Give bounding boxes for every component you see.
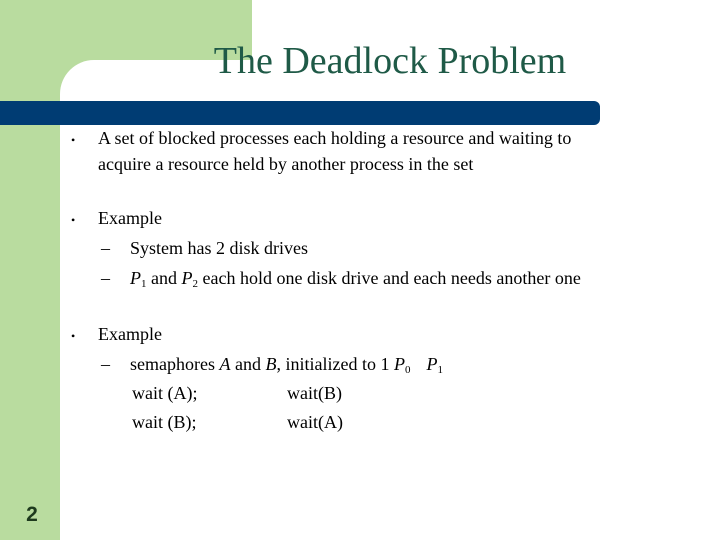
process-symbol: P xyxy=(426,354,438,374)
process-symbol: P xyxy=(393,354,405,374)
bullet-2-label: Example xyxy=(98,208,162,228)
process-symbol: P xyxy=(181,268,193,288)
title-underline-bar xyxy=(0,101,600,125)
slide-title: The Deadlock Problem xyxy=(213,40,567,82)
text-fragment: and xyxy=(146,268,182,288)
sub-dash: – xyxy=(101,268,110,288)
subscript: 1 xyxy=(141,278,147,290)
bullet-dot-2: • xyxy=(71,213,76,227)
semaphore-a: A xyxy=(219,354,231,374)
code-p1-line-2: wait(A) xyxy=(287,412,343,432)
subscript: 0 xyxy=(404,364,411,376)
bullet-3-label: Example xyxy=(98,324,162,344)
code-p0-line-2: wait (B); xyxy=(132,412,197,432)
semaphore-b: B xyxy=(265,354,277,374)
code-p1-line-1: wait(B) xyxy=(287,383,342,403)
process-symbol: P xyxy=(130,268,141,288)
code-p0-line-1: wait (A); xyxy=(132,383,198,403)
bullet-dot-1: • xyxy=(71,133,76,147)
text-fragment: and xyxy=(230,354,266,374)
slide-number: 2 xyxy=(26,503,38,526)
text-fragment: each hold one disk drive and each needs another one xyxy=(198,268,581,288)
text-fragment: semaphores xyxy=(130,354,220,374)
subscript: 1 xyxy=(437,364,443,376)
bullet-dot-3: • xyxy=(71,329,76,343)
bullet-3-sub-1 xyxy=(130,353,443,375)
bullet-2-sub-2 xyxy=(130,267,581,289)
bullet-1-line-1: A set of blocked processes each holding a resource and waiting to xyxy=(98,128,572,148)
bullet-1-line-2: acquire a resource held by another process in the set xyxy=(98,154,474,174)
subscript: 2 xyxy=(192,278,198,290)
text-fragment: , initialized to 1 xyxy=(276,354,394,374)
sub-dash: – xyxy=(101,238,110,258)
bullet-2-sub-1: System has 2 disk drives xyxy=(130,238,308,258)
sub-dash: – xyxy=(101,354,110,374)
